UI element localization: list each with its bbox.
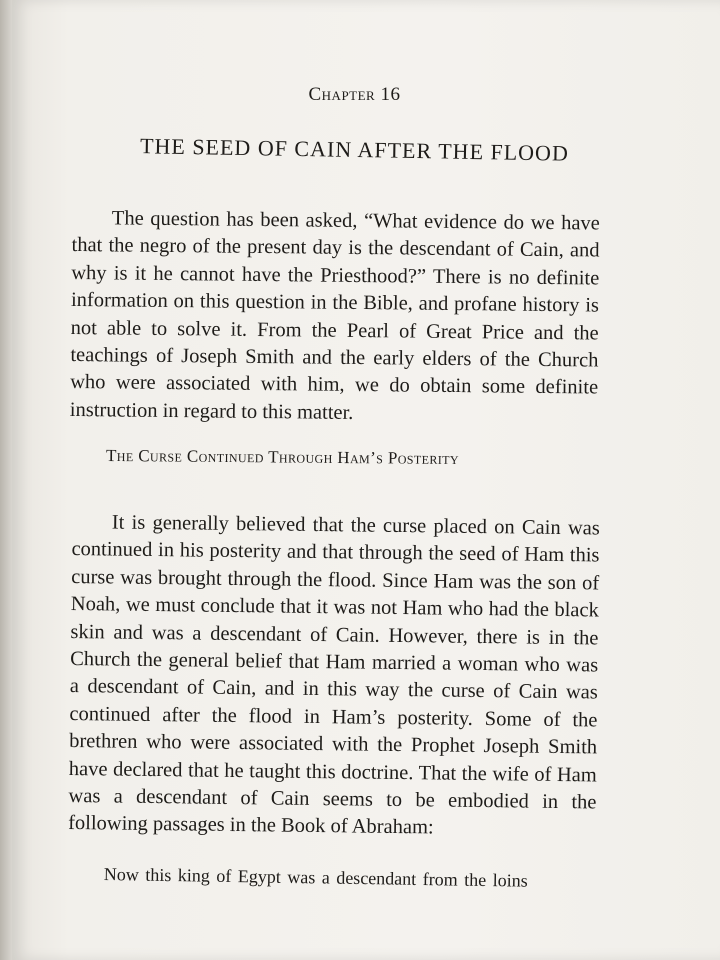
chapter-label: Chapter 16 — [308, 84, 401, 105]
book-gutter — [0, 0, 12, 960]
section-heading: The Curse Continued Through Ham’s Posterity — [105, 445, 460, 469]
quotation-start: Now this king of Egypt was a descendant from the loins — [103, 864, 528, 891]
chapter-title: THE SEED OF CAIN AFTER THE FLOOD — [139, 133, 570, 166]
paragraph-question: The question has been asked, “What evidence do we have that the negro of the present day is the descendant of Cain, and why is it he cannot have the Priesthood?” There is no definite information on this question in the Bible, and profane history is not able to solve it. From the Pearl of Great Price and the teachings of Joseph Smith and the early elders of the Church who were associated with him, we do obtain some definite instruction in regard to this matter. — [69, 206, 600, 424]
book-page — [12, 0, 720, 960]
paragraph-curse: It is generally believed that the curse placed on Cain was continued in his posterity and that through the seed of Ham this curse was brought through the flood. Since Ham was the son of Noah, we must conclude that it was not Ham who had the black skin and was a descendant of Cain. However, there is in the Church the general belief that Ham married a woman who was a descendant of Cain, and in this way the curse of Cain was continued after the flood in Ham’s posterity. Some of the brethren who were associated with the Prophet Joseph Smith have declared that he taught this doctrine. That the wife of Ham was a descendant of Cain seems to be embodied in the following passages in the Book of Abraham: — [68, 510, 600, 839]
